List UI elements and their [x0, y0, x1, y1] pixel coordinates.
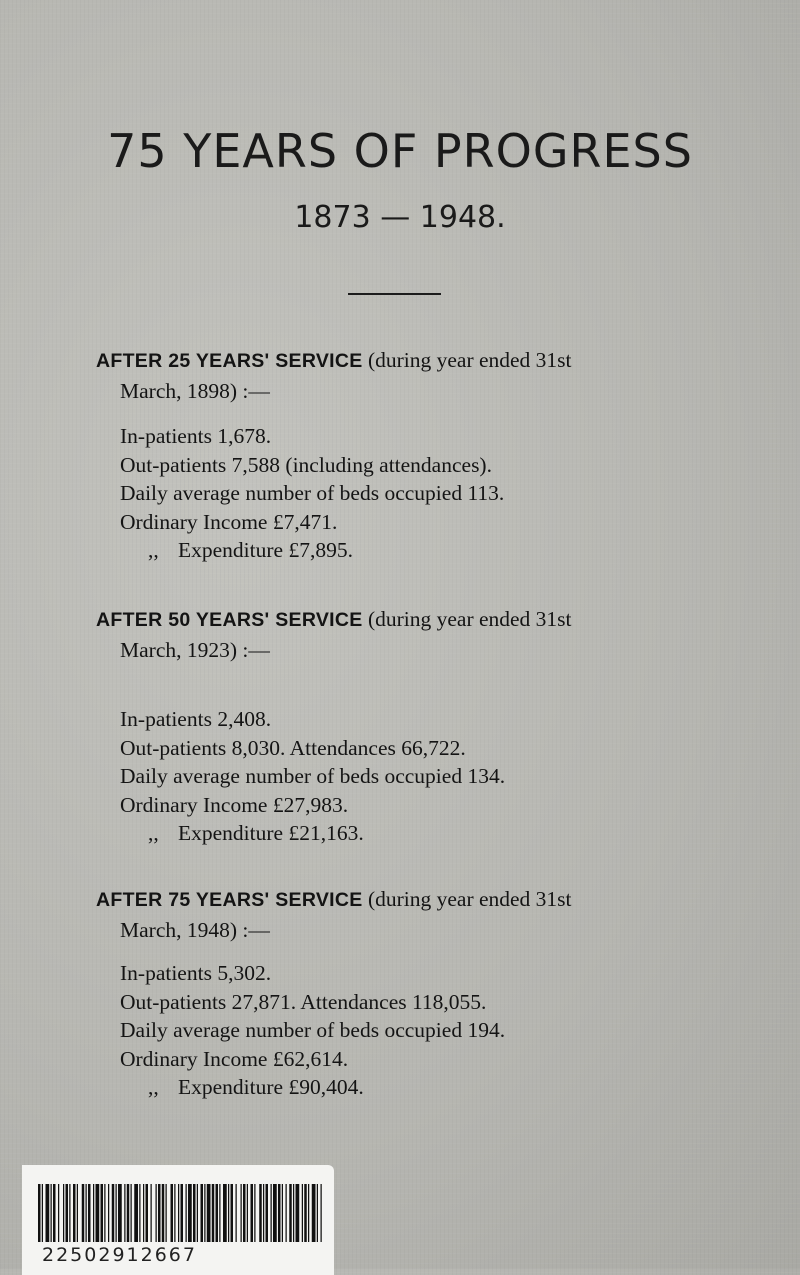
barcode-bar	[101, 1184, 104, 1242]
ditto-mark: ,,	[148, 1075, 159, 1099]
stat-out-patients: Out-patients 27,871. Attendances 118,055.	[120, 989, 487, 1014]
barcode-bar	[146, 1184, 149, 1242]
barcode-bar	[293, 1184, 294, 1242]
barcode-bar	[254, 1184, 255, 1242]
barcode-bar	[243, 1184, 246, 1242]
barcode-bar	[231, 1184, 234, 1242]
barcode-bar	[308, 1184, 309, 1242]
barcode-bar	[124, 1184, 125, 1242]
barcode-bar	[321, 1184, 322, 1242]
barcode-bar	[134, 1184, 138, 1242]
barcode-bar	[282, 1184, 283, 1242]
barcode-bar	[93, 1184, 94, 1242]
barcode-bar	[82, 1184, 85, 1242]
barcode-bar	[131, 1184, 132, 1242]
barcode-bar	[63, 1184, 64, 1242]
barcode-bar	[263, 1184, 264, 1242]
barcode-bar	[216, 1184, 219, 1242]
stat-out-patients: Out-patients 8,030. Attendances 66,722.	[120, 735, 466, 760]
barcode-bar	[151, 1184, 152, 1242]
barcode-bar	[201, 1184, 204, 1242]
barcode-bar	[219, 1184, 220, 1242]
section-heading	[96, 604, 736, 665]
stat-out-patients: Out-patients 7,588 (including attendances).	[120, 452, 492, 477]
barcode-number: 22502912667	[42, 1244, 197, 1266]
barcode-bar	[96, 1184, 100, 1242]
stat-in-patients: In-patients 5,302.	[120, 961, 272, 985]
ditto-mark: ,,	[148, 538, 159, 562]
barcode-bar	[86, 1184, 87, 1242]
section-75-years	[96, 884, 736, 1102]
barcode-bar	[207, 1184, 211, 1242]
section-heading-rest: (during year ended 31st	[367, 348, 572, 372]
barcode-bar	[38, 1184, 41, 1242]
section-heading-bold: AFTER 25 YEARS' SERVICE	[96, 350, 363, 372]
barcode-bar	[69, 1184, 70, 1242]
barcode-bar	[66, 1184, 69, 1242]
barcode-bar	[178, 1184, 179, 1242]
barcode-bar	[46, 1184, 50, 1242]
stat-expenditure-text: Expenditure £90,404.	[178, 1075, 364, 1099]
section-heading-rest: (during year ended 31st	[367, 607, 572, 631]
barcode-bar	[273, 1184, 277, 1242]
barcode-bar	[108, 1184, 109, 1242]
stat-beds-occupied: Daily average number of beds occupied 194.	[120, 1018, 506, 1042]
barcode-bar	[88, 1184, 91, 1242]
barcode-bar	[118, 1184, 122, 1242]
section-heading-continuation: March, 1923) :—	[120, 638, 270, 662]
barcode-bar	[73, 1184, 76, 1242]
barcode-bar	[127, 1184, 130, 1242]
barcode-bar	[304, 1184, 307, 1242]
barcode-bar	[104, 1184, 105, 1242]
year-range: 1873 — 1948.	[294, 200, 506, 235]
stat-expenditure	[96, 819, 736, 848]
stat-beds-occupied: Daily average number of beds occupied 113.	[120, 481, 505, 505]
barcode-bar	[51, 1184, 52, 1242]
barcode-bar	[139, 1184, 140, 1242]
barcode-bar	[53, 1184, 56, 1242]
barcode-bar	[223, 1184, 227, 1242]
barcode-bar	[188, 1184, 192, 1242]
barcode-bar	[197, 1184, 198, 1242]
barcode-bar	[171, 1184, 174, 1242]
barcode-bar	[278, 1184, 281, 1242]
stat-beds-occupied: Daily average number of beds occupied 134.	[120, 764, 506, 788]
ditto-mark: ,,	[148, 821, 159, 845]
section-25-years	[96, 345, 736, 565]
barcode-bar	[236, 1184, 237, 1242]
barcode-bar	[259, 1184, 262, 1242]
barcode-bar	[156, 1184, 157, 1242]
stat-ordinary-income: Ordinary Income £62,614.	[120, 1046, 349, 1071]
barcode-bar	[289, 1184, 292, 1242]
barcode-bar	[241, 1184, 242, 1242]
barcode-bar	[181, 1184, 184, 1242]
section-heading	[96, 345, 736, 406]
statistics-list	[96, 959, 736, 1102]
barcode-bar	[42, 1184, 43, 1242]
barcode-bar	[247, 1184, 248, 1242]
section-heading-continuation: March, 1948) :—	[120, 918, 270, 942]
barcode-bar	[143, 1184, 144, 1242]
statistics-list	[96, 422, 736, 565]
divider-rule	[348, 293, 441, 295]
barcode-bar	[302, 1184, 303, 1242]
stat-in-patients: In-patients 1,678.	[120, 424, 272, 448]
stat-ordinary-income: Ordinary Income £27,983.	[120, 792, 349, 817]
stat-in-patients: In-patients 2,408.	[120, 707, 272, 731]
barcode-bar	[312, 1184, 316, 1242]
section-heading	[96, 884, 736, 945]
barcode-label	[22, 1165, 334, 1275]
stat-expenditure	[96, 536, 736, 565]
barcode-bar	[271, 1184, 272, 1242]
statistics-list	[96, 705, 736, 848]
page-title: 75 YEARS OF PROGRESS	[107, 124, 693, 178]
section-heading-continuation: March, 1898) :—	[120, 379, 270, 403]
barcode-bar	[162, 1184, 165, 1242]
stat-ordinary-income: Ordinary Income £7,471.	[120, 509, 338, 534]
barcode-bar	[166, 1184, 167, 1242]
stat-expenditure-text: Expenditure £21,163.	[178, 821, 364, 845]
barcode-bar	[251, 1184, 254, 1242]
barcode-bar	[116, 1184, 117, 1242]
barcode-bar	[317, 1184, 318, 1242]
barcode-bar	[112, 1184, 115, 1242]
section-heading-bold: AFTER 75 YEARS' SERVICE	[96, 889, 363, 911]
section-heading-bold: AFTER 50 YEARS' SERVICE	[96, 609, 363, 631]
barcode-bar	[286, 1184, 287, 1242]
barcode-bar	[58, 1184, 59, 1242]
barcode-bar	[266, 1184, 269, 1242]
barcode-bar	[186, 1184, 187, 1242]
barcode-bar	[77, 1184, 78, 1242]
barcode-bar	[212, 1184, 215, 1242]
stat-expenditure-text: Expenditure £7,895.	[178, 538, 353, 562]
barcode-bar	[204, 1184, 205, 1242]
stat-expenditure	[96, 1073, 736, 1102]
barcode-bar	[193, 1184, 196, 1242]
section-heading-rest: (during year ended 31st	[367, 887, 572, 911]
barcode-bar	[174, 1184, 175, 1242]
barcode-icon	[36, 1184, 324, 1242]
barcode-bar	[228, 1184, 229, 1242]
section-50-years	[96, 604, 736, 848]
barcode-bar	[158, 1184, 161, 1242]
barcode-bar	[296, 1184, 300, 1242]
